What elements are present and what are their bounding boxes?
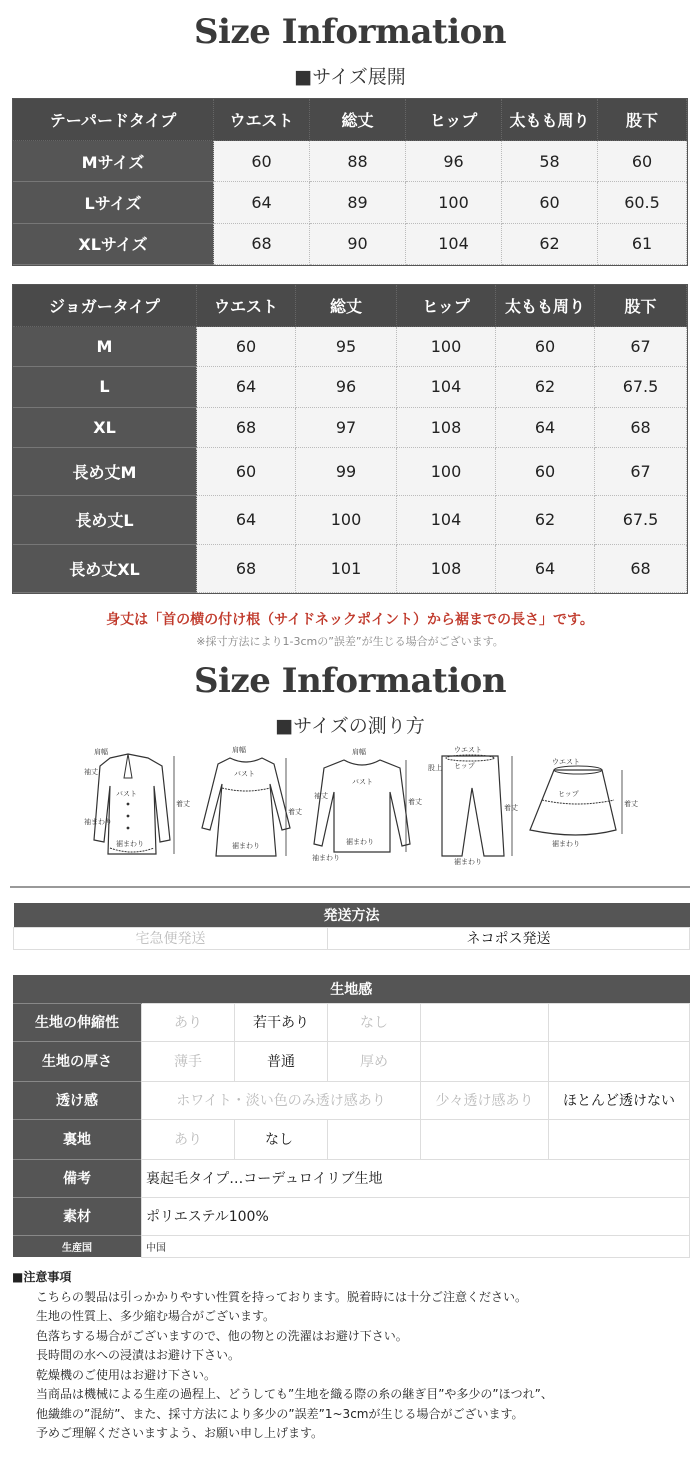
table-cell: 60	[598, 141, 687, 182]
material-label: 素材	[13, 1197, 142, 1235]
row-label: Lサイズ	[13, 182, 214, 223]
table-row	[13, 141, 687, 182]
tee-cuff-label: 袖まわり	[312, 854, 340, 862]
section1-title: Size Information	[193, 12, 507, 52]
table-cell: 64	[197, 367, 296, 407]
row-label: Mサイズ	[13, 141, 214, 182]
row-label: XL	[13, 408, 197, 448]
caution-line: 乾燥機のご使用はお避け下さい。	[36, 1367, 217, 1382]
remarks-value: 裏起毛タイプ…コーデュロイリブ生地	[142, 1159, 690, 1197]
table-cell: 100	[397, 327, 496, 367]
caution-line: 予めご理解くださいますよう、お願い申し上げます。	[36, 1426, 324, 1440]
table-cell: 60	[496, 327, 595, 367]
table-header: ヒップ	[397, 285, 496, 327]
table-row	[13, 367, 687, 407]
table-row	[13, 448, 687, 496]
table-cell: 62	[502, 224, 598, 265]
table-cell: 62	[496, 496, 595, 544]
table-cell: 60	[197, 327, 296, 367]
fabric-option: なし	[328, 1003, 421, 1041]
shipping-title: 発送方法	[14, 903, 690, 927]
table-cell: 64	[496, 545, 595, 593]
length-note: 身丈は「首の横の付け根（サイドネックポイント）から裾までの長さ」です。	[106, 612, 594, 628]
coat-length-label: 着丈	[176, 800, 190, 808]
table-cell: 68	[595, 408, 687, 448]
caution-line: 長時間の水への浸漬はお避け下さい。	[36, 1348, 241, 1362]
caution-line: 生地の性質上、多少縮む場合がございます。	[36, 1309, 276, 1323]
skirt-length-label: 着丈	[624, 800, 638, 808]
tapered-size-table	[12, 98, 688, 266]
table-header: ヒップ	[406, 99, 502, 141]
table-cell: 61	[598, 224, 687, 265]
table-row	[13, 408, 687, 448]
coat-hem-label: 裾まわり	[116, 840, 144, 848]
table-cell: 104	[397, 496, 496, 544]
table-cell: 108	[397, 545, 496, 593]
table-cell: 68	[197, 408, 296, 448]
tee-hem-label: 裾まわり	[346, 838, 374, 846]
dress-shoulder-label: 肩幅	[232, 746, 246, 754]
shipping-option-selected: ネコポス発送	[328, 927, 690, 949]
table-row	[13, 496, 687, 544]
dress-length-label: 着丈	[288, 808, 302, 816]
table-cell: 100	[296, 496, 397, 544]
table-cell: 60	[197, 448, 296, 496]
table-header: 股下	[595, 285, 687, 327]
fabric-title: 生地感	[13, 975, 690, 1003]
table-cell: 67	[595, 448, 687, 496]
caution-line: こちらの製品は引っかかりやすい性質を持っております。脱着時には十分ご注意ください。	[36, 1289, 528, 1304]
row-label: 長め丈M	[13, 448, 197, 496]
table-cell: 95	[296, 327, 397, 367]
table-header: ウエスト	[197, 285, 296, 327]
table-header: 太もも周り	[502, 99, 598, 141]
table-cell: 67.5	[595, 367, 687, 407]
caution-line: 色落ちする場合がございますので、他の物との洗濯はお避け下さい。	[36, 1328, 408, 1343]
table-cell: 97	[296, 408, 397, 448]
fabric-option: あり	[142, 1119, 235, 1159]
pants-hem-label: 裾まわり	[454, 858, 482, 866]
empty-cell	[328, 1119, 421, 1159]
table-header: 総丈	[296, 285, 397, 327]
material-value: ポリエステル100%	[142, 1197, 690, 1235]
tee-diagram	[310, 744, 420, 864]
caution-title: ■注意事項	[12, 1270, 72, 1284]
row-label: 長め丈XL	[13, 545, 197, 593]
thickness-label: 生地の厚さ	[13, 1041, 142, 1081]
table-cell: 100	[406, 182, 502, 223]
table-header: 総丈	[310, 99, 406, 141]
table-cell: 88	[310, 141, 406, 182]
table-row	[13, 182, 687, 223]
table-row	[13, 327, 687, 367]
section2-title: Size Information	[193, 661, 507, 701]
skirt-hip-label: ヒップ	[558, 790, 579, 798]
table-cell: 62	[496, 367, 595, 407]
table-cell: 67.5	[595, 496, 687, 544]
table-header: 太もも周り	[496, 285, 595, 327]
table-cell: 89	[310, 182, 406, 223]
table-cell: 96	[406, 141, 502, 182]
fabric-option-selected: 若干あり	[235, 1003, 328, 1041]
caution-line: 他繊維の”混紡”、また、採寸方法により多少の”誤差”1~3cmが生じる場合がございます。	[36, 1406, 524, 1421]
table-cell: 104	[406, 224, 502, 265]
table-cell: 90	[310, 224, 406, 265]
table-cell: 64	[197, 496, 296, 544]
table-header: ジョガータイプ	[13, 285, 197, 327]
lining-label: 裏地	[13, 1119, 142, 1159]
table-cell: 60	[502, 182, 598, 223]
table-cell: 64	[496, 408, 595, 448]
section2-subtitle: ■サイズの測り方	[275, 715, 425, 737]
shipping-table	[13, 903, 690, 950]
pants-diagram	[428, 744, 520, 864]
table-header: 股下	[598, 99, 687, 141]
sheer-label: 透け感	[13, 1081, 142, 1119]
empty-cell	[549, 1119, 690, 1159]
pants-length-label: 着丈	[504, 804, 518, 812]
tee-shoulder-label: 肩幅	[352, 748, 366, 756]
coat-shoulder-label: 肩幅	[94, 748, 108, 756]
empty-cell	[549, 1003, 690, 1041]
tee-sleeve-label: 袖丈	[314, 792, 328, 800]
coat-sleeve-label: 袖丈	[84, 768, 98, 776]
table-cell: 60.5	[598, 182, 687, 223]
table-cell: 60	[214, 141, 310, 182]
pants-rise-label: 股上	[428, 764, 442, 772]
table-header: テーパードタイプ	[13, 99, 214, 141]
fabric-option-selected: なし	[235, 1119, 328, 1159]
table-cell: 101	[296, 545, 397, 593]
table-cell: 104	[397, 367, 496, 407]
table-cell: 96	[296, 367, 397, 407]
empty-cell	[421, 1119, 549, 1159]
pants-hip-label: ヒップ	[454, 762, 475, 770]
row-label: M	[13, 327, 197, 367]
remarks-label: 備考	[13, 1159, 142, 1197]
row-label: L	[13, 367, 197, 407]
shipping-option: 宅急便発送	[14, 927, 328, 949]
row-label: XLサイズ	[13, 224, 214, 265]
caution-notes	[12, 1268, 692, 1444]
pants-waist-label: ウエスト	[454, 746, 482, 754]
stretch-label: 生地の伸縮性	[13, 1003, 142, 1041]
fabric-option-selected: ほとんど透けない	[549, 1081, 690, 1119]
table-row	[13, 224, 687, 265]
table-cell: 64	[214, 182, 310, 223]
row-label: 長め丈L	[13, 496, 197, 544]
empty-cell	[421, 1041, 549, 1081]
table-header: ウエスト	[214, 99, 310, 141]
fabric-option: 少々透け感あり	[421, 1081, 549, 1119]
table-cell: 68	[214, 224, 310, 265]
origin-value: 中国	[142, 1235, 690, 1257]
tee-length-label: 着丈	[408, 798, 422, 806]
dress-hem-label: 裾まわり	[232, 842, 260, 850]
skirt-diagram	[526, 744, 636, 864]
table-cell: 99	[296, 448, 397, 496]
skirt-hem-label: 裾まわり	[552, 840, 580, 848]
divider	[10, 886, 690, 888]
coat-bust-label: バスト	[116, 790, 137, 798]
fabric-option: ホワイト・淡い色のみ透け感あり	[142, 1081, 421, 1119]
table-cell: 68	[197, 545, 296, 593]
table-cell: 68	[595, 545, 687, 593]
table-cell: 100	[397, 448, 496, 496]
fabric-table	[13, 975, 690, 1258]
fabric-option: 薄手	[142, 1041, 235, 1081]
dress-bust-label: バスト	[234, 770, 255, 778]
origin-label: 生産国	[13, 1235, 142, 1257]
fabric-option-selected: 普通	[235, 1041, 328, 1081]
coat-diagram	[78, 744, 188, 864]
table-cell: 58	[502, 141, 598, 182]
table-cell: 60	[496, 448, 595, 496]
table-row	[13, 545, 687, 593]
jogger-size-table	[12, 284, 688, 594]
table-cell: 108	[397, 408, 496, 448]
table-cell: 67	[595, 327, 687, 367]
tee-bust-label: バスト	[352, 778, 373, 786]
fabric-option: あり	[142, 1003, 235, 1041]
empty-cell	[549, 1041, 690, 1081]
caution-line: 当商品は機械による生産の過程上、どうしても”生地を織る際の糸の継ぎ目”や多少の”ほつれ”、	[36, 1387, 553, 1401]
skirt-waist-label: ウエスト	[552, 758, 580, 766]
section1-subtitle: ■サイズ展開	[294, 66, 406, 88]
dress-diagram	[200, 744, 300, 864]
coat-cuff-label: 袖まわり	[84, 818, 112, 826]
fabric-option: 厚め	[328, 1041, 421, 1081]
empty-cell	[421, 1003, 549, 1041]
error-note: ※採寸方法により1-3cmの”誤差”が生じる場合がございます。	[196, 635, 504, 648]
